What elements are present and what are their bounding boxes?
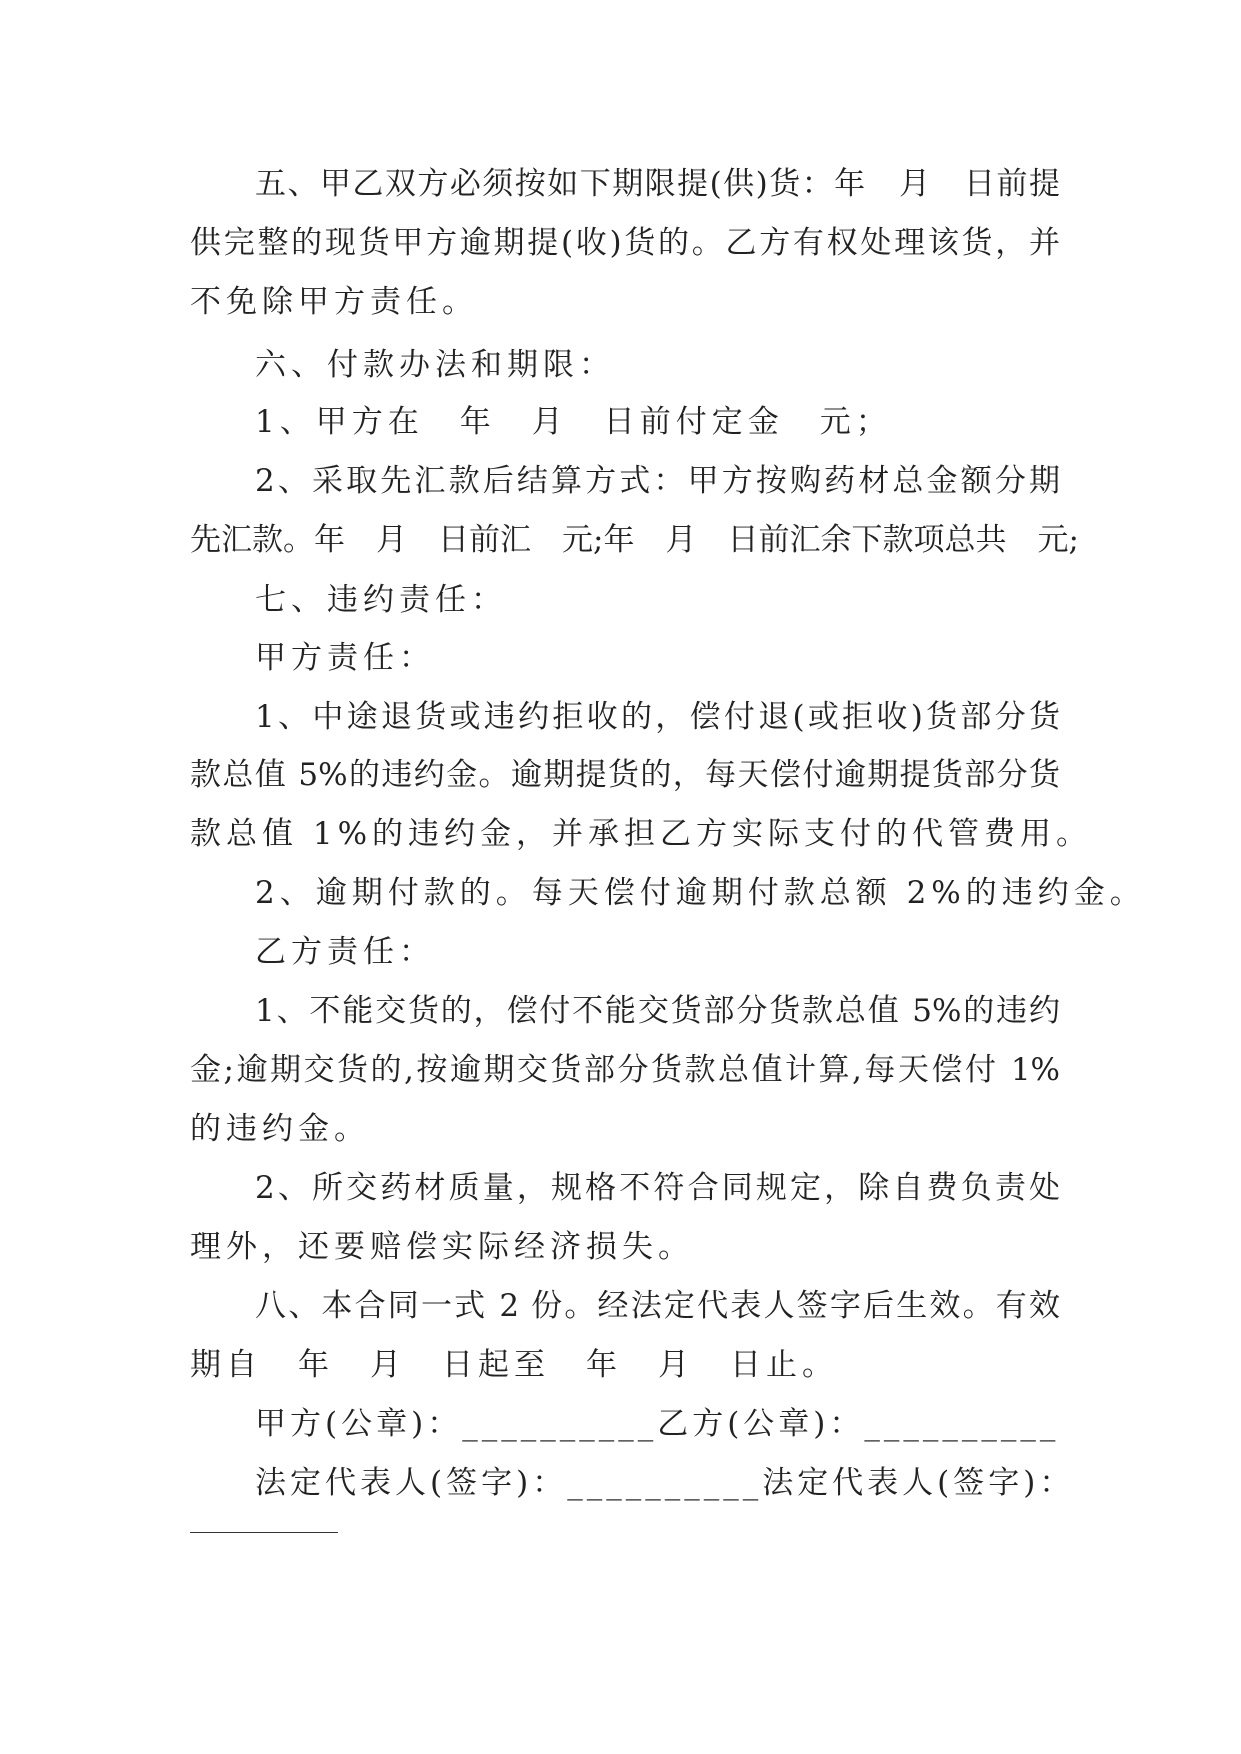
signature-line: 法定代表人(签字)：__________法定代表人(签字)：: [255, 1465, 1075, 1501]
party-b-item-2-line-2: 理外，还要赔偿实际经济损失。: [190, 1229, 694, 1265]
party-a-item-1-line-2: 款总值 5%的违约金。逾期提货的，每天偿付逾期提货部分货: [190, 757, 1060, 793]
party-a-responsibility-heading: 甲方责任：: [255, 640, 435, 676]
clause-6-item-1: 1、甲方在 年 月 日前付定金 元；: [255, 404, 892, 440]
party-b-item-1-line-1: 1、不能交货的，偿付不能交货部分货款总值 5%的违约: [255, 993, 1060, 1029]
party-a-item-1-line-1: 1、中途退货或违约拒收的，偿付退(或拒收)货部分货: [255, 699, 1060, 735]
clause-6-item-2-line-2: 先汇款。年 月 日前汇 元;年 月 日前汇余下款项总共 元;: [190, 522, 1079, 558]
party-a-item-1-line-3: 款总值 1%的违约金，并承担乙方实际支付的代管费用。: [190, 816, 1093, 852]
clause-5-line-2: 供完整的现货甲方逾期提(收)货的。乙方有权处理该货，并: [190, 225, 1060, 261]
party-b-responsibility-heading: 乙方责任：: [255, 934, 435, 970]
party-a-item-2: 2、逾期付款的。每天偿付逾期付款总额 2%的违约金。: [255, 875, 1146, 911]
party-b-item-1-line-2: 金;逾期交货的,按逾期交货部分货款总值计算,每天偿付 1%: [190, 1052, 1060, 1088]
clause-5-line-1: 五、甲乙双方必须按如下期限提(供)货：年 月 日前提: [255, 166, 1060, 202]
clause-7-heading: 七、违约责任：: [255, 582, 507, 618]
clause-8-line-2: 期自 年 月 日起至 年 月 日止。: [190, 1347, 838, 1383]
clause-5-line-3: 不免除甲方责任。: [190, 284, 478, 320]
clause-8-line-1: 八、本合同一式 2 份。经法定代表人签字后生效。有效: [255, 1288, 1060, 1324]
clause-6-item-2-line-1: 2、采取先汇款后结算方式：甲方按购药材总金额分期: [255, 463, 1060, 499]
clause-6-heading: 六、付款办法和期限：: [255, 347, 615, 383]
seal-line: 甲方(公章)：__________乙方(公章)：__________: [255, 1406, 1060, 1442]
party-b-item-2-line-1: 2、所交药材质量，规格不符合同规定，除自费负责处: [255, 1170, 1060, 1206]
signature-blank-underline: [190, 1532, 338, 1533]
party-b-item-1-line-3: 的违约金。: [190, 1111, 370, 1147]
